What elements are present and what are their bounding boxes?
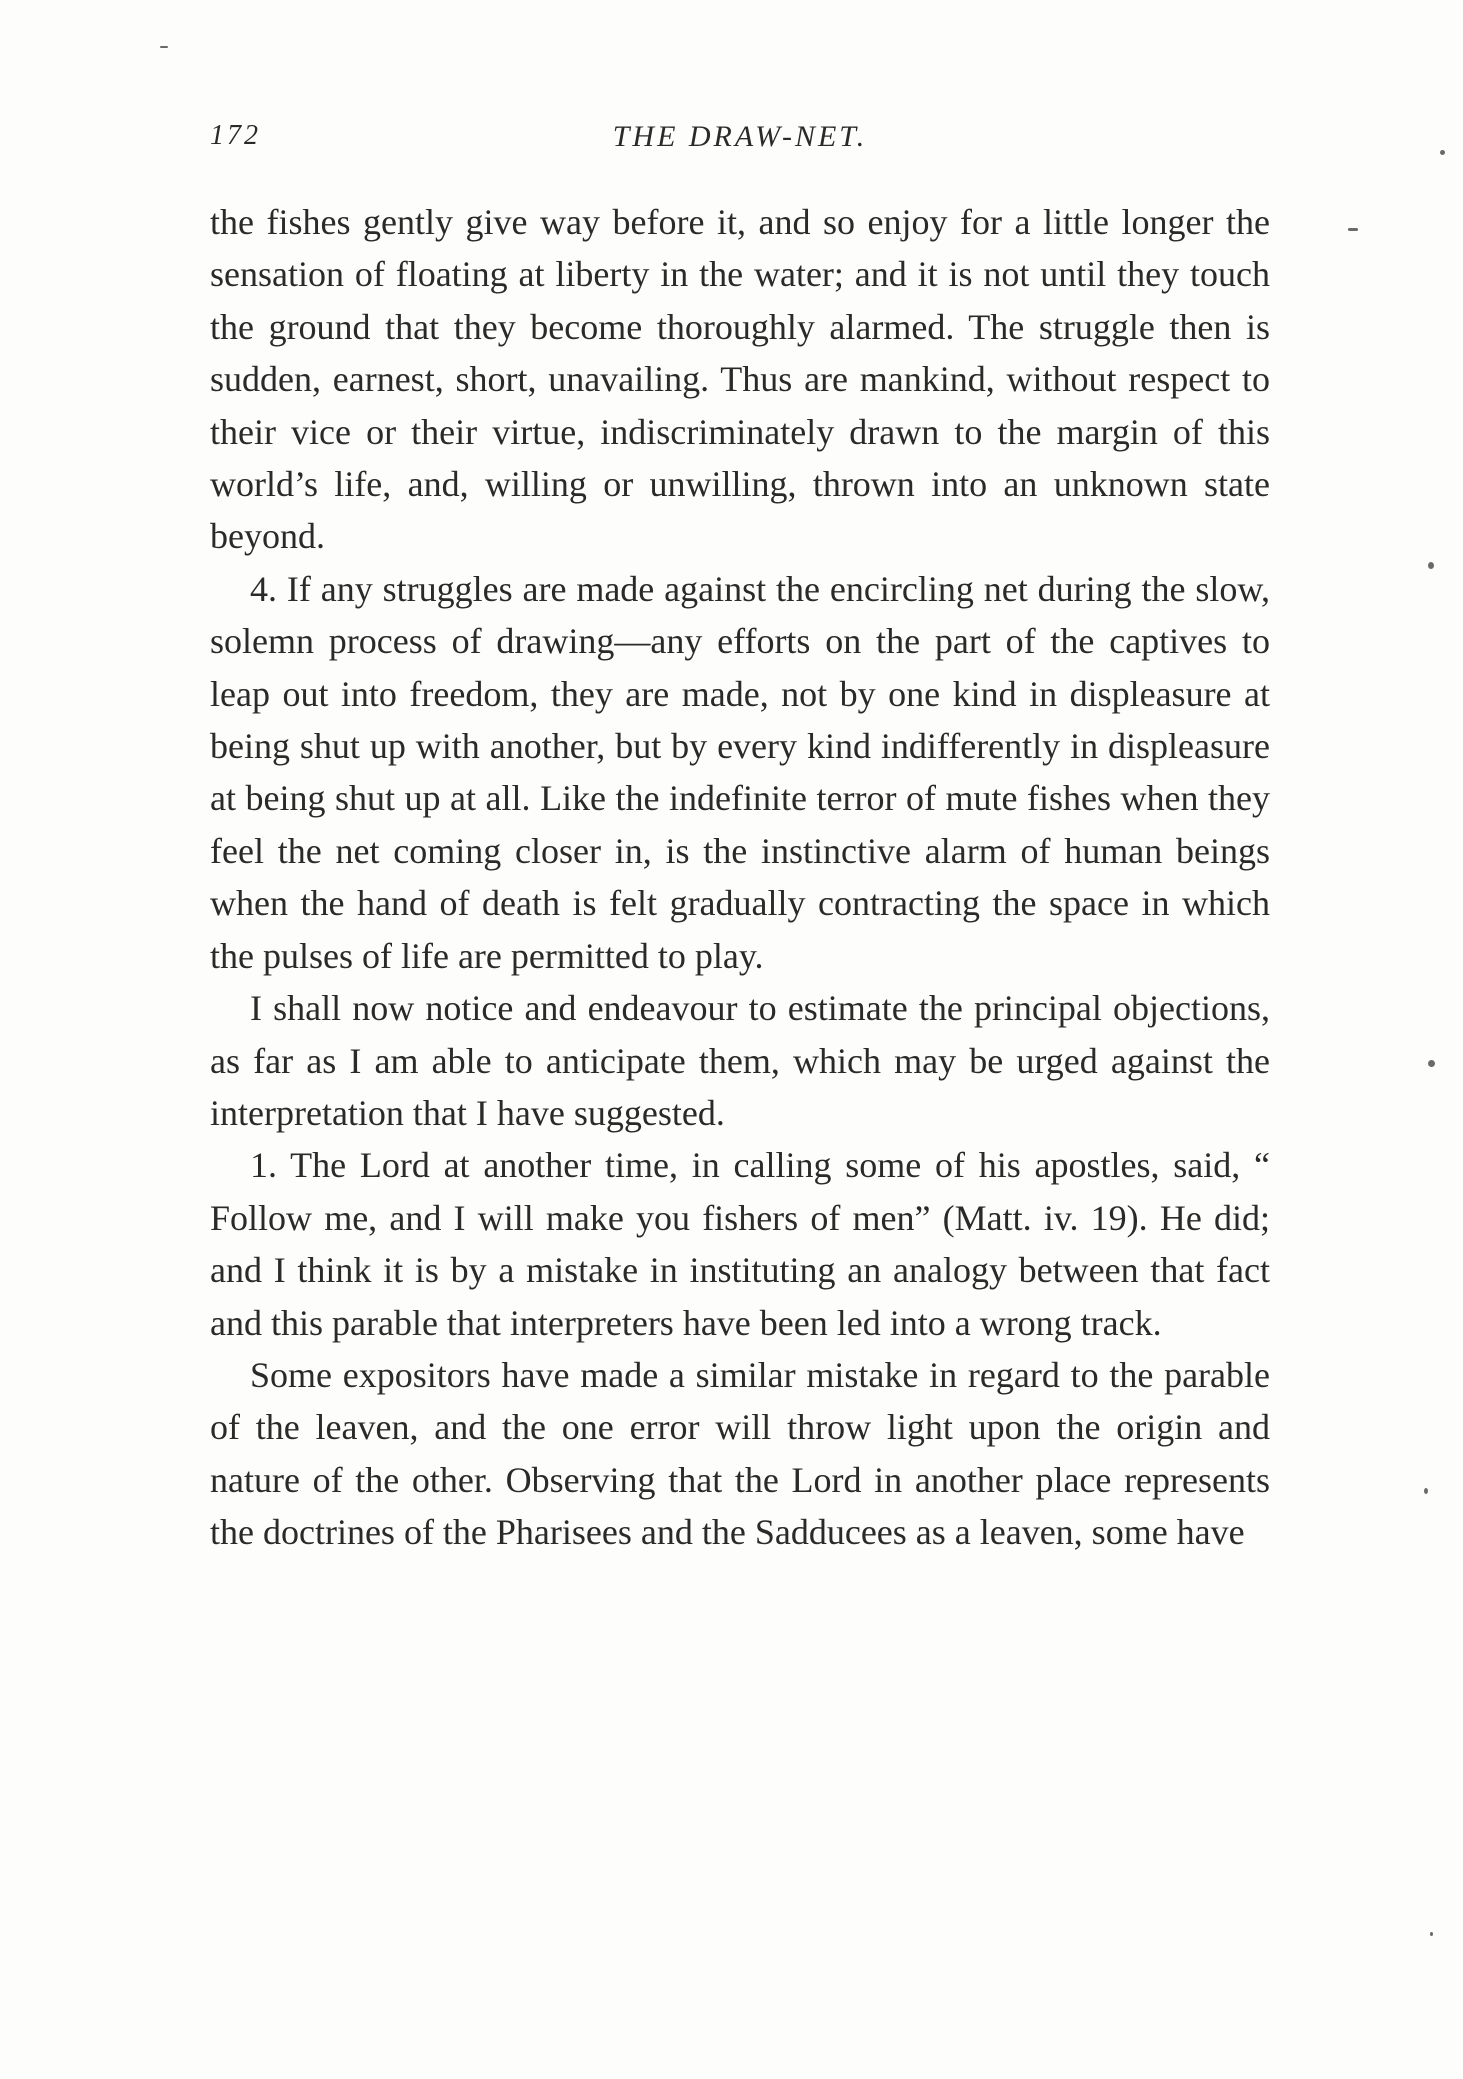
paragraph-objections-intro: I shall now notice and endeavour to estimate the principal objections, as far as I am able to anticipate them, which may be urged against the interpretation that I have suggested. [210,988,1270,1133]
scan-speck [1440,150,1445,155]
page-number: 172 [210,120,261,151]
page-header [210,120,1270,160]
scan-speck [1428,1060,1435,1067]
scan-speck [1430,1932,1433,1936]
scan-speck [1424,1488,1428,1494]
body-text [210,196,1270,1559]
scan-speck [160,46,168,48]
scan-speck [1348,228,1358,231]
scan-speck [1428,562,1434,569]
paragraph-point-4: 4. If any struggles are made against the encircling net during the slow, solemn process of drawing—any efforts on the part of the captives to leap out into freedom, they are made, not by one kind in displeasure at being shut up with another, but by every kind indifferently in displeasure at being shut up at all. Like the indefinite terror of mute fishes when they feel the net coming closer in, is the instinctive alarm of human beings when the hand of death is felt gradually contracting the space in which the pulses of life are permitted to play. [210,568,1270,976]
running-title: THE DRAW-NET. [612,120,868,153]
paragraph-objection-1: 1. The Lord at another time, in calling some of his apostles, said, “ Follow me, and I will make you fishers of men” (Matt. iv. 19). He did; and I think it is by a mistake in instituting an analogy between that fact and this parable that interpreters have been led into a wrong track. [210,1145,1270,1343]
paragraph-continuation: the fishes gently give way before it, and so enjoy for a little longer the sensation of floating at liberty in the water; and it is not until they touch the ground that they become thoroughly alarmed. The struggle then is sudden, earnest, short, unavailing. Thus are mankind, without respect to their vice or their virtue, indiscriminately drawn to the margin of this world’s life, and, willing or unwilling, thrown into an unknown state beyond. [210,202,1270,557]
paragraph-leaven: Some expositors have made a similar mistake in regard to the parable of the leaven, and the one error will throw light upon the origin and nature of the other. Observing that the Lord in another place represents the doctrines of the Pharisees and the Sadducees as a leaven, some have [210,1354,1270,1553]
